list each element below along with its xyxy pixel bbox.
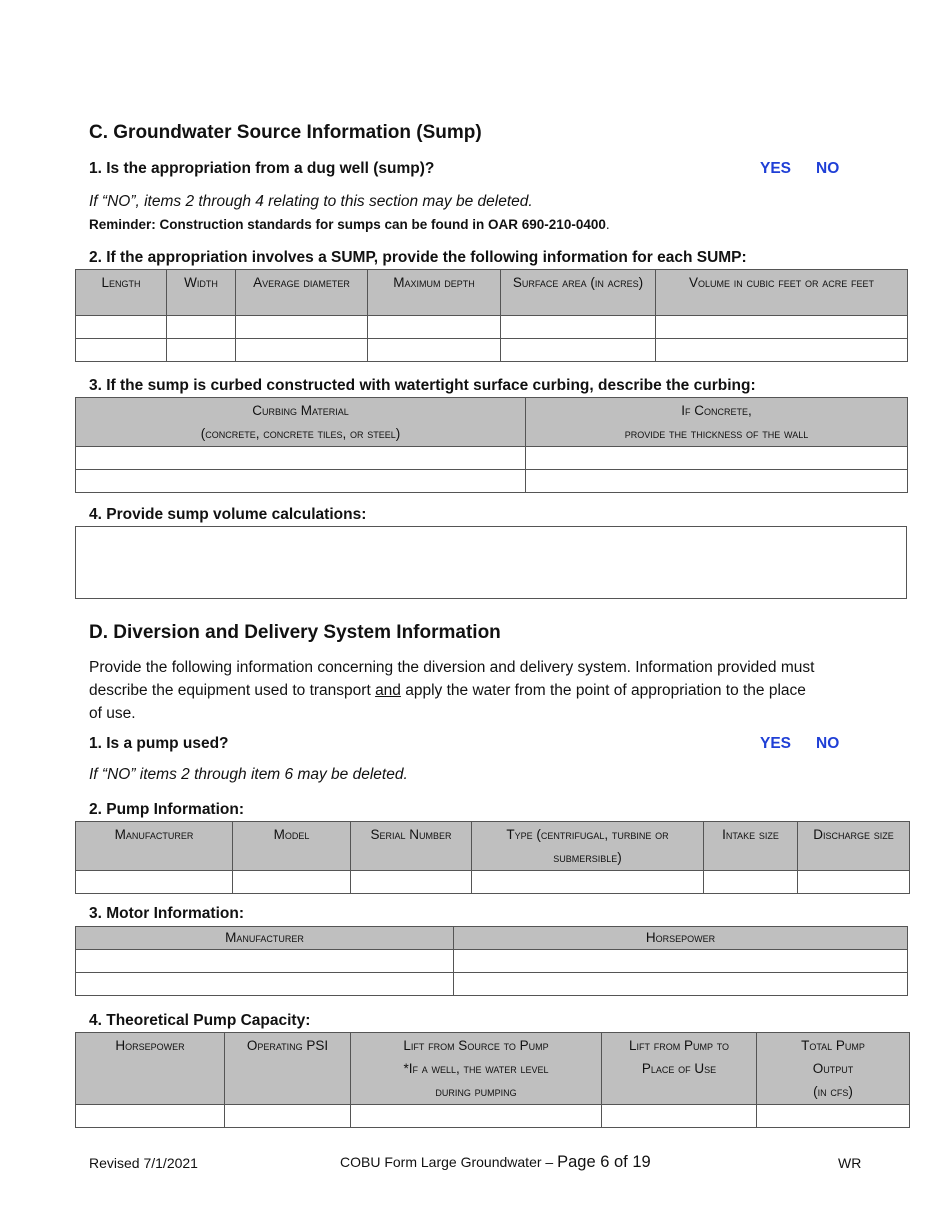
curbing-header-material-line2: (concrete, concrete tiles, or steel) [200, 426, 401, 441]
table-cell[interactable] [351, 1105, 602, 1128]
footer-center [340, 1153, 651, 1172]
capacity-table [75, 1032, 910, 1128]
table-cell[interactable] [233, 871, 351, 894]
table-cell[interactable] [236, 339, 368, 362]
sump-header-surface-area: Surface area (in acres) [501, 270, 656, 316]
sump-header-width: Width [167, 270, 236, 316]
motor-table [75, 926, 908, 996]
capacity-header-lift-pump-line2: Place of Use [641, 1061, 717, 1076]
table-cell[interactable] [602, 1105, 757, 1128]
table-cell[interactable] [454, 973, 908, 996]
table-cell[interactable] [76, 316, 167, 339]
question-d2: 2. Pump Information: [89, 801, 244, 818]
footer-page-number: Page 6 of 19 [557, 1153, 651, 1171]
table-cell[interactable] [76, 339, 167, 362]
pump-header-serial: Serial Number [351, 822, 472, 871]
capacity-header-total-output [757, 1033, 910, 1105]
capacity-header-horsepower [76, 1033, 225, 1105]
pump-header-intake: Intake size [704, 822, 798, 871]
section-c-title: C. Groundwater Source Information (Sump) [89, 122, 482, 143]
curbing-header-material-line1: Curbing Material [252, 403, 349, 418]
table-row [76, 973, 908, 996]
reminder-main: Reminder: Construction standards for sumps can be found in OAR 690-210-0400 [89, 217, 606, 232]
note-d1: If “NO” items 2 through item 6 may be deleted. [89, 766, 408, 783]
table-cell[interactable] [76, 871, 233, 894]
capacity-header-lift-source-line2: *If a well, the water level [403, 1061, 549, 1076]
table-cell[interactable] [76, 973, 454, 996]
table-cell[interactable] [76, 1105, 225, 1128]
capacity-header-psi [225, 1033, 351, 1105]
curbing-header-row [76, 398, 908, 447]
capacity-header-lift-pump [602, 1033, 757, 1105]
table-row [76, 447, 908, 470]
sump-calculations-box[interactable] [75, 526, 907, 599]
motor-header-row [76, 927, 908, 950]
section-d-title: D. Diversion and Delivery System Information [89, 622, 501, 643]
sump-header-row [76, 270, 908, 316]
paragraph-underlined-word: and [375, 682, 401, 699]
table-cell[interactable] [236, 316, 368, 339]
curbing-header-thickness-line2: provide the thickness of the wall [624, 426, 809, 441]
paragraph-part-2: apply the water from the point of appropriation to the place of use. [89, 682, 806, 722]
table-row [76, 470, 908, 493]
motor-header-horsepower: Horsepower [454, 927, 908, 950]
question-c3: 3. If the sump is curbed constructed with watertight surface curbing, describe the curbing: [89, 377, 756, 394]
reminder-period: . [605, 217, 610, 232]
sump-table [75, 269, 908, 362]
table-cell[interactable] [757, 1105, 910, 1128]
paragraph-part-1: Provide the following information concerning the diversion and delivery system. Information provided must describe the equipment used to transport [89, 659, 815, 699]
sump-header-length: Length [76, 270, 167, 316]
capacity-header-row [76, 1033, 910, 1105]
curbing-header-material [76, 398, 526, 447]
table-cell[interactable] [368, 339, 501, 362]
capacity-header-total-output-line1: Total Pump [801, 1038, 865, 1053]
pump-table [75, 821, 910, 894]
footer-form-name: COBU Form Large Groundwater – [340, 1154, 558, 1170]
table-cell[interactable] [501, 339, 656, 362]
question-c1: 1. Is the appropriation from a dug well (sump)? [89, 160, 435, 177]
table-cell[interactable] [501, 316, 656, 339]
curbing-header-thickness-line1: If Concrete, [681, 403, 752, 418]
table-cell[interactable] [368, 316, 501, 339]
question-d4: 4. Theoretical Pump Capacity: [89, 1012, 311, 1029]
pump-header-model: Model [233, 822, 351, 871]
no-option-c1[interactable]: NO [816, 160, 840, 177]
reminder-text [89, 217, 610, 232]
pump-header-row [76, 822, 910, 871]
curbing-table [75, 397, 908, 493]
question-d1: 1. Is a pump used? [89, 735, 229, 752]
section-d-paragraph [89, 656, 819, 725]
table-cell[interactable] [656, 339, 908, 362]
footer-revised: Revised 7/1/2021 [89, 1155, 198, 1171]
capacity-header-lift-source-line1: Lift from Source to Pump [403, 1038, 549, 1053]
table-row [76, 339, 908, 362]
sump-header-volume: Volume in cubic feet or acre feet [656, 270, 908, 316]
sump-header-avg-diameter: Average diameter [236, 270, 368, 316]
pump-header-discharge: Discharge size [798, 822, 910, 871]
table-cell[interactable] [704, 871, 798, 894]
table-row [76, 950, 908, 973]
table-cell[interactable] [798, 871, 910, 894]
capacity-header-lift-source-line3: during pumping [435, 1084, 517, 1099]
footer-code: WR [838, 1155, 862, 1171]
table-cell[interactable] [472, 871, 704, 894]
capacity-header-lift-pump-line1: Lift from Pump to [628, 1038, 730, 1053]
motor-header-manufacturer: Manufacturer [76, 927, 454, 950]
table-cell[interactable] [167, 339, 236, 362]
curbing-header-thickness [526, 398, 908, 447]
table-row [76, 316, 908, 339]
table-cell[interactable] [76, 447, 526, 470]
capacity-header-lift-source [351, 1033, 602, 1105]
table-cell[interactable] [454, 950, 908, 973]
table-cell[interactable] [225, 1105, 351, 1128]
yes-option-c1[interactable]: YES [760, 160, 792, 177]
table-cell[interactable] [167, 316, 236, 339]
question-d3: 3. Motor Information: [89, 905, 244, 922]
table-row [76, 871, 910, 894]
yes-option-d1[interactable]: YES [760, 735, 792, 752]
pump-header-manufacturer: Manufacturer [76, 822, 233, 871]
table-cell[interactable] [76, 950, 454, 973]
capacity-header-total-output-line3: (in cfs) [813, 1084, 853, 1099]
table-cell[interactable] [656, 316, 908, 339]
note-c1: If “NO”, items 2 through 4 relating to this section may be deleted. [89, 193, 533, 210]
table-cell[interactable] [526, 470, 908, 493]
pump-header-type: Type (centrifugal, turbine or submersible) [472, 822, 704, 871]
table-cell[interactable] [351, 871, 472, 894]
capacity-header-total-output-line2: Output [812, 1061, 854, 1076]
sump-header-max-depth: Maximum depth [368, 270, 501, 316]
question-c4: 4. Provide sump volume calculations: [89, 506, 367, 523]
question-c2: 2. If the appropriation involves a SUMP, provide the following information for each SUMP: [89, 249, 747, 266]
table-cell[interactable] [526, 447, 908, 470]
table-cell[interactable] [76, 470, 526, 493]
no-option-d1[interactable]: NO [816, 735, 840, 752]
table-row [76, 1105, 910, 1128]
capacity-header-horsepower-line1: Horsepower [115, 1038, 185, 1053]
capacity-header-psi-line1: Operating PSI [246, 1038, 329, 1053]
